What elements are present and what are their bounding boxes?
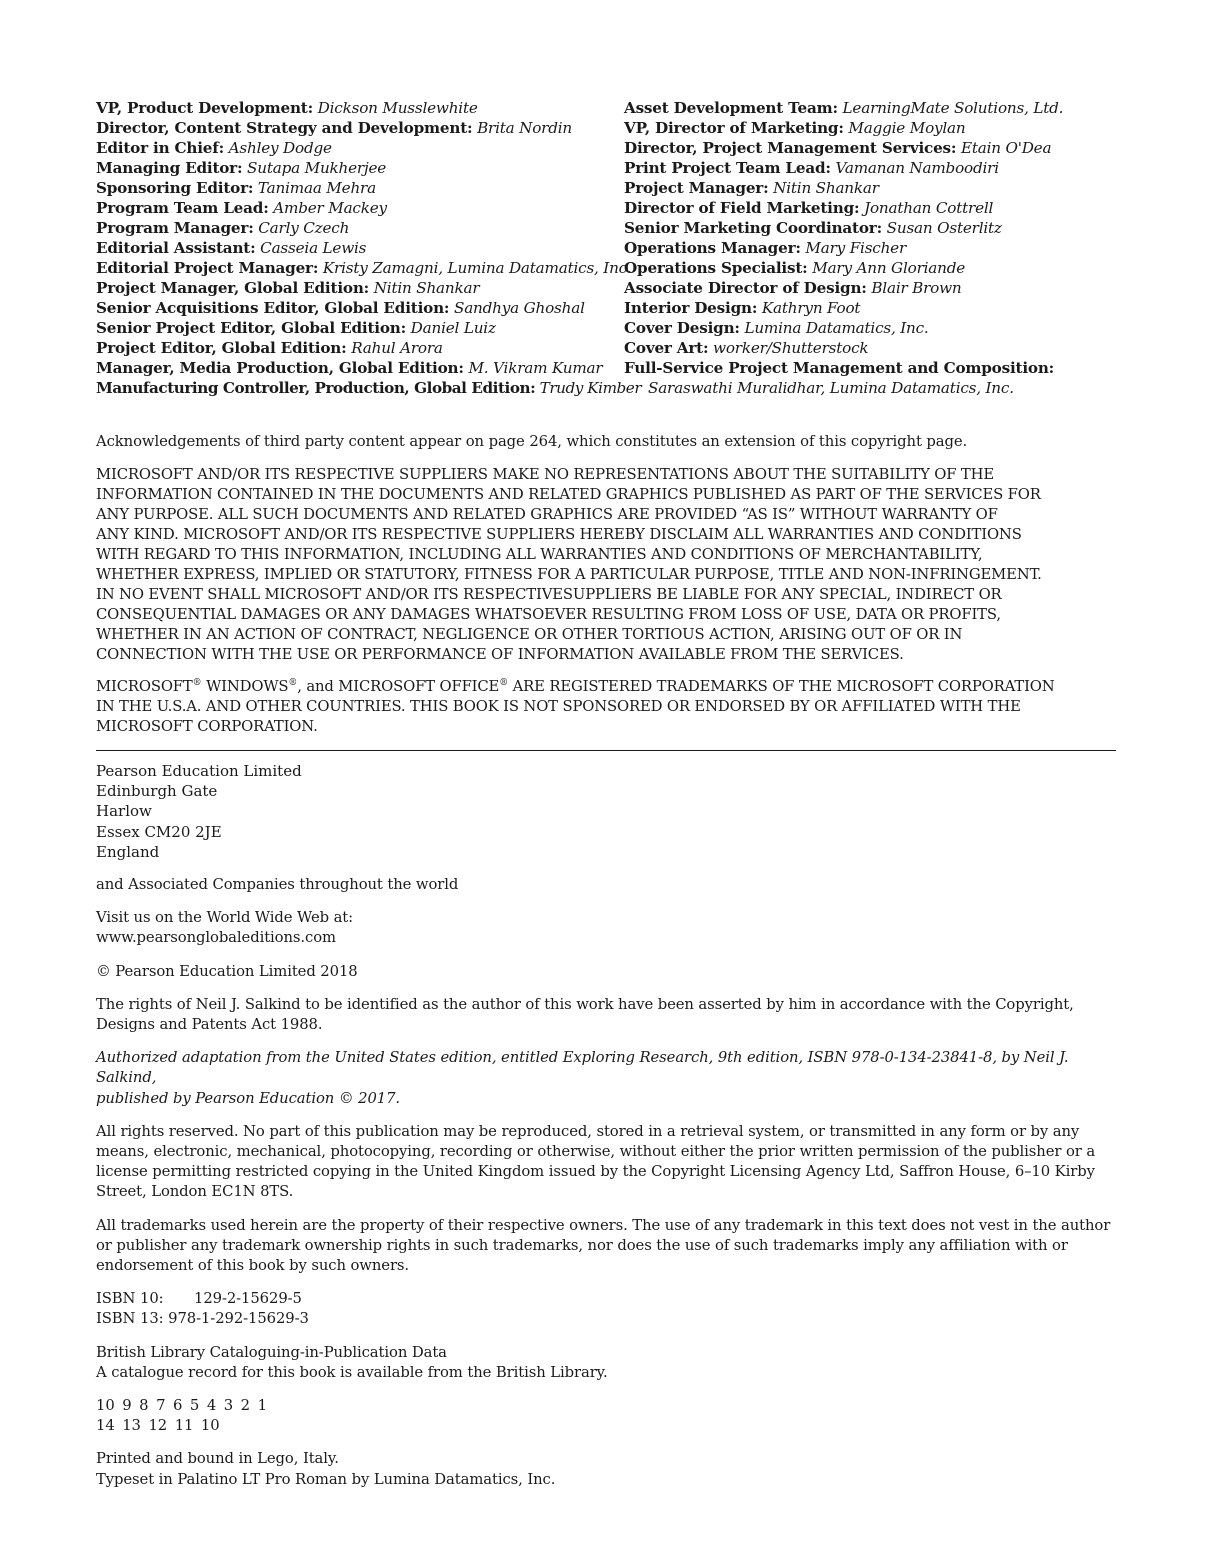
disclaimer-line: ANY PURPOSE. ALL SUCH DOCUMENTS AND RELATED GRAPHICS ARE PROVIDED “AS IS” WITHOUT WARRANTY OF: [96, 506, 998, 523]
trademarks-line: or publisher any trademark ownership rights in such trademarks, nor does the use of such trademarks imply any affiliation with or: [96, 1236, 1068, 1254]
disclaimer-line: ANY KIND. MICROSOFT AND/OR ITS RESPECTIVE SUPPLIERS HEREBY DISCLAIM ALL WARRANTIES AND CONDITIONS: [96, 526, 1022, 543]
rights-line: The rights of Neil J. Salkind to be identified as the author of this work have been asserted by him in accordance with the Copyright,: [96, 995, 1074, 1013]
credits-right-column: [624, 98, 1116, 398]
credit-line: Editor in Chief: Ashley Dodge: [96, 139, 332, 157]
web-info: [96, 908, 1116, 948]
credit-line: Sponsoring Editor: Tanimaa Mehra: [96, 179, 376, 197]
all-rights-line: means, electronic, mechanical, photocopying, recording or otherwise, without either the prior written permission of the publisher or a: [96, 1143, 1096, 1161]
disclaimer-line: CONSEQUENTIAL DAMAGES OR ANY DAMAGES WHATSOEVER RESULTING FROM LOSS OF USE, DATA OR PROFITS,: [96, 606, 1001, 623]
author-rights: [96, 995, 1116, 1035]
cataloguing-data: [96, 1343, 1116, 1383]
credit-line: Editorial Project Manager: Kristy Zamagni, Lumina Datamatics, Inc.: [96, 259, 632, 277]
copyright-line: © Pearson Education Limited 2018: [96, 962, 358, 980]
credits-left-column: [96, 98, 642, 398]
address-line: Essex CM20 2JE: [96, 822, 222, 841]
web-url: www.pearsonglobaleditions.com: [96, 929, 336, 947]
credit-line: Senior Marketing Coordinator: Susan Osterlitz: [624, 219, 1002, 237]
trademarks-line: endorsement of this book by such owners.: [96, 1257, 410, 1275]
associated-companies: and Associated Companies throughout the world: [96, 876, 459, 894]
address-line: Edinburgh Gate: [96, 782, 218, 801]
divider: [96, 750, 1116, 751]
credit-line: Project Manager: Nitin Shankar: [624, 179, 879, 197]
credit-line: Interior Design: Kathryn Foot: [624, 299, 861, 317]
all-rights-line: All rights reserved. No part of this publication may be reproduced, stored in a retrieval system, or transmitted in any form or by any: [96, 1122, 1080, 1140]
trademark-line: MICROSOFT CORPORATION.: [96, 718, 318, 735]
trademark-line: MICROSOFT® WINDOWS®, and MICROSOFT OFFICE® ARE REGISTERED TRADEMARKS OF THE MICROSOFT CORPORATION: [96, 678, 1055, 695]
cataloguing-line: British Library Cataloguing-in-Publication Data: [96, 1343, 447, 1361]
typeset-line: Typeset in Palatino LT Pro Roman by Lumina Datamatics, Inc.: [96, 1470, 556, 1488]
credit-line: Associate Director of Design: Blair Brown: [624, 279, 962, 297]
credit-line: Senior Acquisitions Editor, Global Edition: Sandhya Ghoshal: [96, 299, 585, 317]
printing-numbers: [96, 1396, 1116, 1436]
rights-line: Designs and Patents Act 1988.: [96, 1016, 323, 1034]
credit-line: VP, Product Development: Dickson Musslewhite: [96, 99, 478, 117]
disclaimer-line: CONNECTION WITH THE USE OR PERFORMANCE OF INFORMATION AVAILABLE FROM THE SERVICES.: [96, 646, 904, 663]
credit-line: Program Team Lead: Amber Mackey: [96, 199, 387, 217]
web-label: Visit us on the World Wide Web at:: [96, 909, 354, 927]
credit-line: Editorial Assistant: Casseia Lewis: [96, 239, 367, 257]
credits-section: [96, 98, 1116, 398]
disclaimer-line: IN NO EVENT SHALL MICROSOFT AND/OR ITS RESPECTIVESUPPLIERS BE LIABLE FOR ANY SPECIAL, INDIRECT OR: [96, 586, 1002, 603]
trademarks-ownership: [96, 1216, 1116, 1277]
cataloguing-line: A catalogue record for this book is available from the British Library.: [96, 1363, 608, 1381]
credit-line: Senior Project Editor, Global Edition: Daniel Luiz: [96, 319, 496, 337]
microsoft-disclaimer: [96, 465, 1116, 665]
credit-line: Managing Editor: Sutapa Mukherjee: [96, 159, 387, 177]
credit-line: Manager, Media Production, Global Edition: M. Vikram Kumar: [96, 359, 603, 377]
disclaimer-line: WITH REGARD TO THIS INFORMATION, INCLUDING ALL WARRANTIES AND CONDITIONS OF MERCHANTABILITY,: [96, 546, 983, 563]
isbn-block: [96, 1289, 1116, 1329]
credit-continuation: Saraswathi Muralidhar, Lumina Datamatics, Inc.: [648, 379, 1014, 397]
all-rights-line: Street, London EC1N 8TS.: [96, 1183, 294, 1201]
adaptation-note: [96, 1048, 1116, 1109]
isbn-13: ISBN 13: 978-1-292-15629-3: [96, 1310, 309, 1328]
credit-line: VP, Director of Marketing: Maggie Moylan: [624, 119, 966, 137]
credit-line: Director, Content Strategy and Development: Brita Nordin: [96, 119, 572, 137]
all-rights-line: license permitting restricted copying in the United Kingdom issued by the Copyright Licensing Agency Ltd, Saffron House, 6–10 Kirby: [96, 1163, 1095, 1181]
credit-line: Project Manager, Global Edition: Nitin Shankar: [96, 279, 480, 297]
isbn-10: ISBN 10: 129-2-15629-5: [96, 1290, 302, 1308]
trademarks-line: All trademarks used herein are the property of their respective owners. The use of any trademark in this text does not vest in the author: [96, 1216, 1111, 1234]
disclaimer-line: WHETHER IN AN ACTION OF CONTRACT, NEGLIGENCE OR OTHER TORTIOUS ACTION, ARISING OUT OF OR IN: [96, 626, 963, 643]
credit-line: Operations Specialist: Mary Ann Gloriande: [624, 259, 966, 277]
disclaimer-line: WHETHER EXPRESS, IMPLIED OR STATUTORY, FITNESS FOR A PARTICULAR PURPOSE, TITLE AND NON-INFRINGEMENT.: [96, 566, 1042, 583]
acknowledgement: Acknowledgements of third party content appear on page 264, which constitutes an extension of this copyright page.: [96, 433, 968, 450]
printed-line: Printed and bound in Lego, Italy.: [96, 1450, 339, 1468]
trademark-notice: [96, 677, 1116, 737]
printing-line: 14 13 12 11 10: [96, 1417, 220, 1435]
credit-line: Director, Project Management Services: Etain O'Dea: [624, 139, 1052, 157]
credit-line: Operations Manager: Mary Fischer: [624, 239, 907, 257]
address-line: England: [96, 842, 160, 861]
credit-line: Full-Service Project Management and Composition:: [624, 359, 1055, 377]
credit-line: Cover Art: worker/Shutterstock: [624, 339, 869, 357]
credit-line: Print Project Team Lead: Vamanan Namboodiri: [624, 159, 999, 177]
all-rights-reserved: [96, 1122, 1116, 1203]
disclaimer-line: MICROSOFT AND/OR ITS RESPECTIVE SUPPLIERS MAKE NO REPRESENTATIONS ABOUT THE SUITABILITY OF THE: [96, 466, 995, 483]
credit-line: Manufacturing Controller, Production, Global Edition: Trudy Kimber: [96, 379, 642, 397]
publisher-address: [96, 761, 1116, 862]
credit-line: Director of Field Marketing: Jonathan Cottrell: [624, 199, 994, 217]
printing-line: 10 9 8 7 6 5 4 3 2 1: [96, 1397, 267, 1415]
adaptation-line: Authorized adaptation from the United States edition, entitled Exploring Research, 9th edition, ISBN 978-0-134-23841-8, by Neil J. Salkind,: [96, 1049, 1069, 1087]
address-line: Harlow: [96, 802, 152, 821]
disclaimer-line: INFORMATION CONTAINED IN THE DOCUMENTS AND RELATED GRAPHICS PUBLISHED AS PART OF THE SERVICES FOR: [96, 486, 1041, 503]
trademark-line: IN THE U.S.A. AND OTHER COUNTRIES. THIS BOOK IS NOT SPONSORED OR ENDORSED BY OR AFFILIATED WITH THE: [96, 698, 1021, 715]
credit-line: Cover Design: Lumina Datamatics, Inc.: [624, 319, 929, 337]
credit-line: Project Editor, Global Edition: Rahul Arora: [96, 339, 443, 357]
address-line: Pearson Education Limited: [96, 762, 302, 780]
credit-line: Program Manager: Carly Czech: [96, 219, 350, 237]
adaptation-line: published by Pearson Education © 2017.: [96, 1089, 401, 1107]
printed-info: [96, 1449, 1116, 1489]
credit-line: Asset Development Team: LearningMate Solutions, Ltd.: [624, 99, 1064, 117]
copyright-page: [96, 98, 1116, 1490]
